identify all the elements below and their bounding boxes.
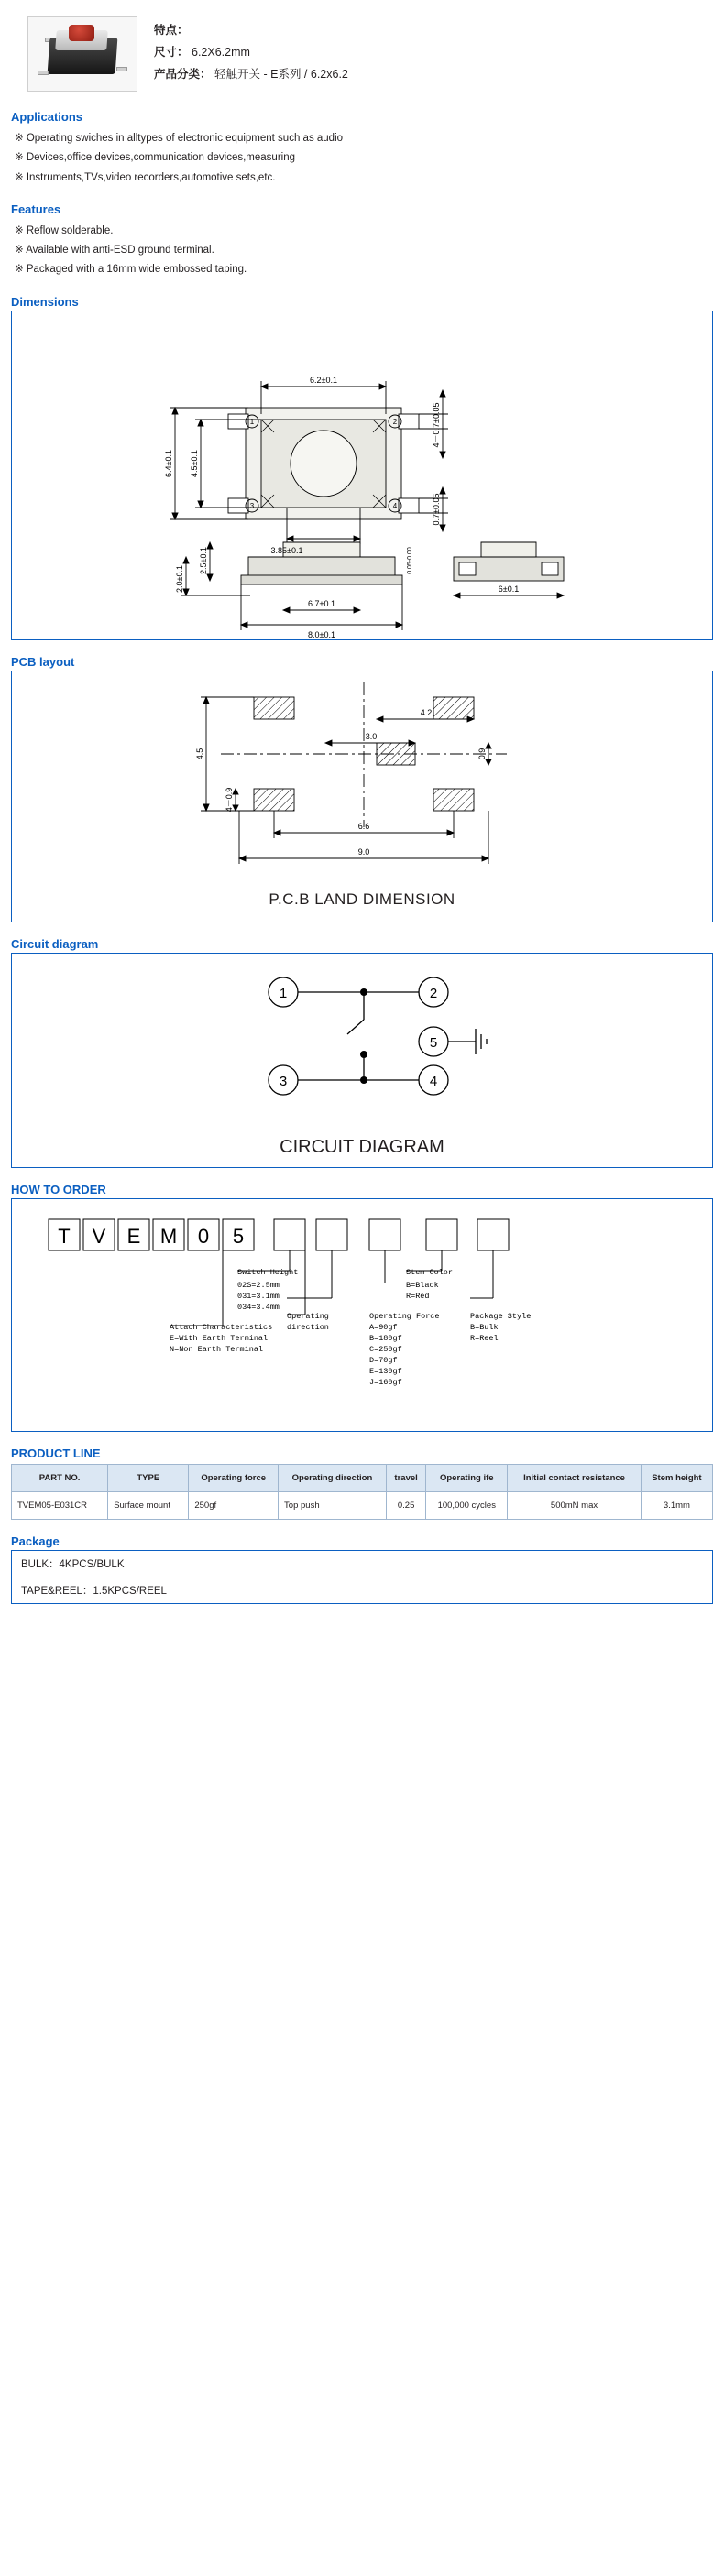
order-note-stem-color-item: B=Black xyxy=(406,1280,439,1290)
features-item: ※ Packaged with a 16mm wide embossed taping. xyxy=(15,264,247,276)
package-line: BULK：4KPCS/BULK xyxy=(12,1551,712,1577)
pcb-layout-title: PCB layout xyxy=(11,654,75,669)
order-note-attach-title: Attach Characteristics xyxy=(170,1322,273,1332)
circuit-caption: CIRCUIT DIAGRAM xyxy=(280,1136,444,1157)
how-to-order-drawing xyxy=(11,1198,713,1432)
spec-category-value: 轻触开关 - E系列 / 6.2x6.2 xyxy=(214,67,348,81)
pin-label-1: 1 xyxy=(249,417,255,426)
dim-side-height: 2.5±0.1 xyxy=(199,546,208,574)
dim-side-total: 2.0±0.1 xyxy=(175,564,184,593)
dim-right-small: 0.7±0.05 xyxy=(432,493,441,526)
dim-side-w2: 8.0±0.1 xyxy=(308,629,335,639)
th-operating-direction: Operating direction xyxy=(279,1464,387,1491)
order-code-char: 0 xyxy=(197,1224,210,1248)
features-item: ※ Available with anti-ESD ground terminal. xyxy=(15,245,214,257)
package-box xyxy=(11,1550,713,1604)
order-note-stem-color-item: R=Red xyxy=(406,1291,430,1301)
th-type: TYPE xyxy=(108,1464,189,1491)
order-note-force-item: E=130gf xyxy=(369,1366,402,1376)
order-code-char: T xyxy=(58,1224,71,1248)
product-header xyxy=(11,9,713,95)
order-note-switch-height-item: 031=3.1mm xyxy=(237,1291,280,1301)
circuit-node-5: 5 xyxy=(429,1034,438,1051)
cell-part-no: TVEM05-E031CR xyxy=(12,1491,108,1519)
order-note-attach-item: N=Non Earth Terminal xyxy=(170,1344,264,1354)
order-note-direction-title: Operating xyxy=(287,1311,329,1321)
package-title: Package xyxy=(11,1534,60,1548)
features-title: Features xyxy=(11,202,61,216)
th-initial-contact-resistance: Initial contact resistance xyxy=(508,1464,642,1491)
spec-size-value: 6.2X6.2mm xyxy=(192,45,250,59)
order-note-switch-height-item: 02S=2.5mm xyxy=(237,1280,280,1290)
dim-right-view-w: 6±0.1 xyxy=(498,584,520,594)
table-row xyxy=(12,1491,713,1519)
pcb-dim-9-0: 9.0 xyxy=(357,846,370,857)
dimensions-drawing xyxy=(11,311,713,640)
photo-pin-right xyxy=(116,67,127,71)
cell-operating-force: 250gf xyxy=(189,1491,279,1519)
pin-label-4: 4 xyxy=(392,501,398,510)
dim-side-w1: 6.7±0.1 xyxy=(308,598,335,608)
dim-side-pad: 0.05-0.00 xyxy=(407,546,413,574)
applications-item: ※ Devices,office devices,communication devices,measuring xyxy=(15,152,296,164)
order-note-package-title: Package Style xyxy=(470,1311,532,1321)
applications-list xyxy=(15,129,713,188)
cell-operating-direction: Top push xyxy=(279,1491,387,1519)
applications-item: ※ Operating swiches in alltypes of electronic equipment such as audio xyxy=(15,133,344,144)
product-photo xyxy=(27,16,137,92)
circuit-drawing xyxy=(11,953,713,1168)
spec-title-row xyxy=(154,20,348,42)
th-travel: travel xyxy=(386,1464,425,1491)
photo-switch-button xyxy=(69,25,94,41)
spec-category-label: 产品分类： xyxy=(154,67,212,81)
pcb-dim-4-5: 4.5 xyxy=(195,748,204,759)
pcb-dim-3-0: 3.0 xyxy=(365,731,378,741)
applications-item: ※ Instruments,TVs,video recorders,automotive sets,etc. xyxy=(15,171,276,183)
spec-title: 特点： xyxy=(154,24,189,37)
order-note-switch-height-title: Switch Height xyxy=(237,1267,299,1277)
pin-label-3: 3 xyxy=(249,501,255,510)
th-part-no: PART NO. xyxy=(12,1464,108,1491)
order-note-force-item: A=90gf xyxy=(369,1322,398,1332)
spec-category-row xyxy=(154,64,348,86)
spec-size-label: 尺寸： xyxy=(154,45,189,59)
th-operating-life: Operating ife xyxy=(426,1464,508,1491)
spec-size-row xyxy=(154,42,348,64)
features-item: ※ Reflow solderable. xyxy=(15,224,114,236)
circuit-diagram-title: Circuit diagram xyxy=(11,936,99,951)
pin-label-2: 2 xyxy=(392,417,398,426)
cell-stem-height: 3.1mm xyxy=(641,1491,712,1519)
product-spec-list xyxy=(154,16,348,85)
dim-bottom-inner: 3.85±0.1 xyxy=(270,545,303,555)
th-operating-force: Operating force xyxy=(189,1464,279,1491)
dim-right-height: 4－0.7±0.05 xyxy=(432,402,441,448)
pcb-dim-6-6: 6.6 xyxy=(357,821,370,831)
features-list xyxy=(15,222,713,280)
circuit-node-3: 3 xyxy=(279,1073,288,1089)
dim-top-width: 6.2±0.1 xyxy=(310,375,337,385)
order-note-force-title: Operating Force xyxy=(369,1311,440,1321)
how-to-order-title: HOW TO ORDER xyxy=(11,1182,106,1196)
order-code-char: E xyxy=(126,1224,141,1248)
cell-operating-life: 100,000 cycles xyxy=(426,1491,508,1519)
pcb-caption: P.C.B LAND DIMENSION xyxy=(269,890,455,908)
applications-title: Applications xyxy=(11,110,83,124)
order-note-stem-color-title: Stem Color xyxy=(406,1267,454,1277)
table-header-row xyxy=(12,1464,713,1491)
order-note-force-item: J=160gf xyxy=(369,1377,402,1387)
order-note-package-item: R=Reel xyxy=(470,1333,499,1343)
product-line-title: PRODUCT LINE xyxy=(11,1446,101,1460)
th-stem-height: Stem height xyxy=(641,1464,712,1491)
order-note-force-item: C=250gf xyxy=(369,1344,402,1354)
pcb-dim-0-9: 0.9 xyxy=(477,748,487,759)
order-note-direction-title2: direction xyxy=(287,1322,329,1332)
dim-left-inner: 4.5±0.1 xyxy=(190,449,199,477)
order-note-force-item: D=70gf xyxy=(369,1355,398,1365)
product-line-table xyxy=(11,1464,713,1520)
order-code-char: V xyxy=(92,1224,106,1248)
cell-initial-contact-resistance: 500mN max xyxy=(508,1491,642,1519)
pcb-layout-drawing xyxy=(11,671,713,922)
order-code-char: 5 xyxy=(232,1224,245,1248)
circuit-node-1: 1 xyxy=(279,985,288,1001)
cell-type: Surface mount xyxy=(108,1491,189,1519)
photo-pin-bottom xyxy=(38,71,49,75)
order-code-char: M xyxy=(159,1224,178,1248)
pcb-dim-4-2: 4.2 xyxy=(420,707,433,717)
order-note-switch-height-item: 034=3.4mm xyxy=(237,1302,280,1312)
dim-left-height: 6.4±0.1 xyxy=(164,449,173,477)
circuit-node-4: 4 xyxy=(429,1073,438,1089)
order-note-attach-item: E=With Earth Terminal xyxy=(170,1333,269,1343)
pcb-dim-4-09: 4－0.9 xyxy=(225,787,234,812)
order-note-force-item: B=180gf xyxy=(369,1333,402,1343)
cell-travel: 0.25 xyxy=(386,1491,425,1519)
order-note-package-item: B=Bulk xyxy=(470,1322,499,1332)
dimensions-title: Dimensions xyxy=(11,294,79,309)
package-line: TAPE&REEL：1.5KPCS/REEL xyxy=(12,1577,712,1604)
circuit-node-2: 2 xyxy=(429,985,438,1001)
